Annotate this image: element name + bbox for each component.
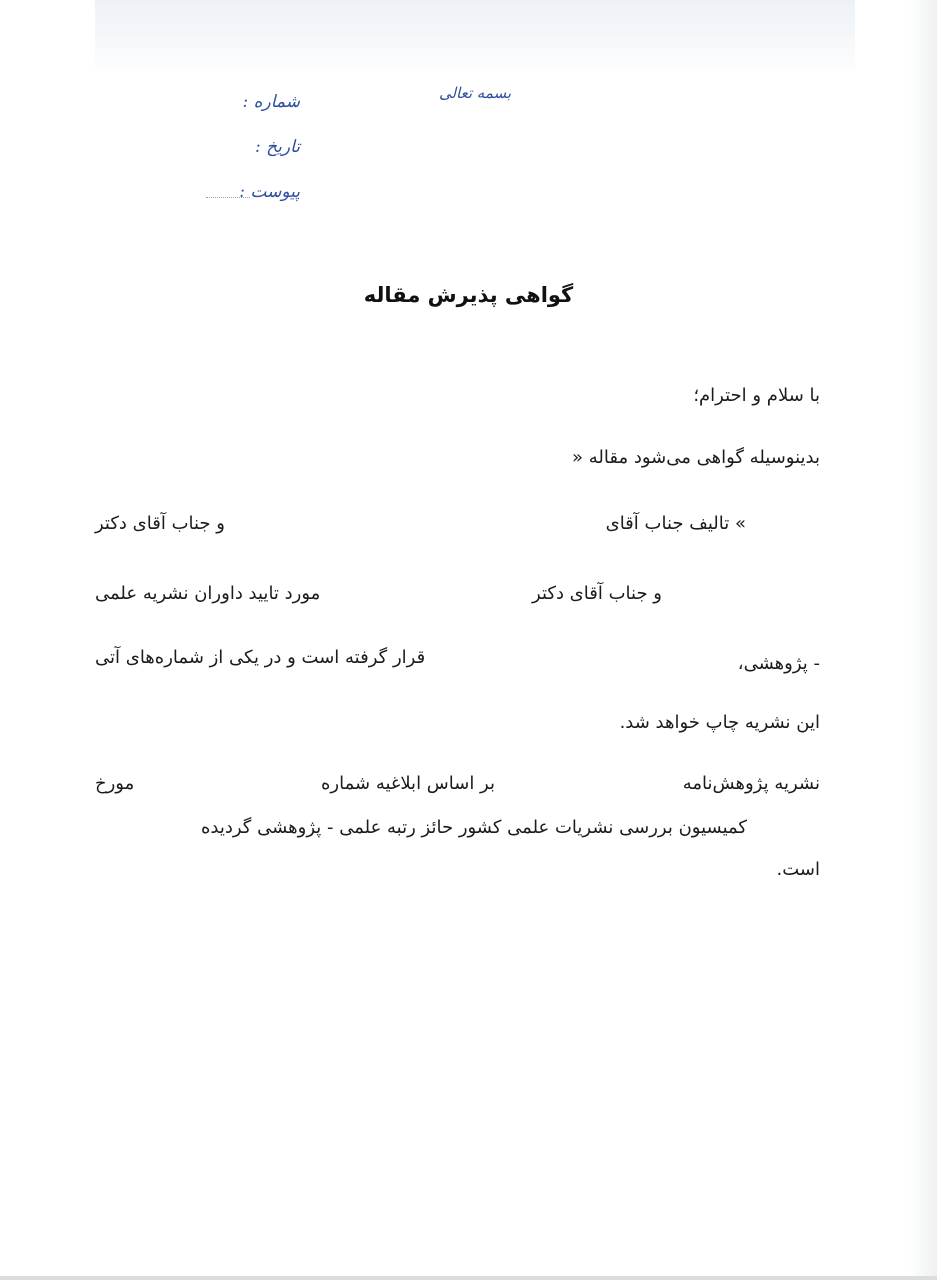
note-date-label: مورخ (95, 773, 135, 794)
header-number-label: شماره : (242, 92, 300, 112)
body-line-4-left: قرار گرفته است و در یکی از شماره‌های آتی (95, 647, 426, 668)
greeting: با سلام و احترام؛ (693, 385, 820, 406)
body-line-1: بدینوسیله گواهی می‌شود مقاله « (572, 447, 820, 468)
header-date-label: تاریخ : (255, 137, 300, 157)
page-title: گواهی پذیرش مقاله (363, 283, 574, 307)
body-line-2-left: و جناب آقای دکتر (95, 513, 225, 534)
scan-shadow-band (95, 0, 855, 70)
body-line-5: این نشریه چاپ خواهد شد. (619, 712, 820, 733)
body-line-4-right: - پژوهشی، (737, 653, 820, 674)
body-line-3-left: مورد تایید داوران نشریه علمی (95, 583, 321, 604)
note-line-3: است. (776, 859, 820, 880)
scan-bottom-edge (0, 1276, 937, 1280)
scan-edge-shadow (909, 0, 937, 1280)
note-line-2: کمیسیون بررسی نشریات علمی کشور حائز رتبه علمی - پژوهشی گردیده (200, 817, 747, 838)
attachment-dotted-line (206, 197, 250, 198)
note-directive-label: بر اساس ابلاغیه شماره (321, 773, 495, 794)
note-journal-label: نشریه پژوهش‌نامه (682, 773, 820, 794)
header-blessing: بسمه تعالی (438, 84, 512, 102)
body-line-2-right: » تالیف جناب آقای (605, 513, 746, 534)
body-line-3-right: و جناب آقای دکتر (532, 583, 662, 604)
header-attachment-label: پیوست : (239, 182, 300, 202)
